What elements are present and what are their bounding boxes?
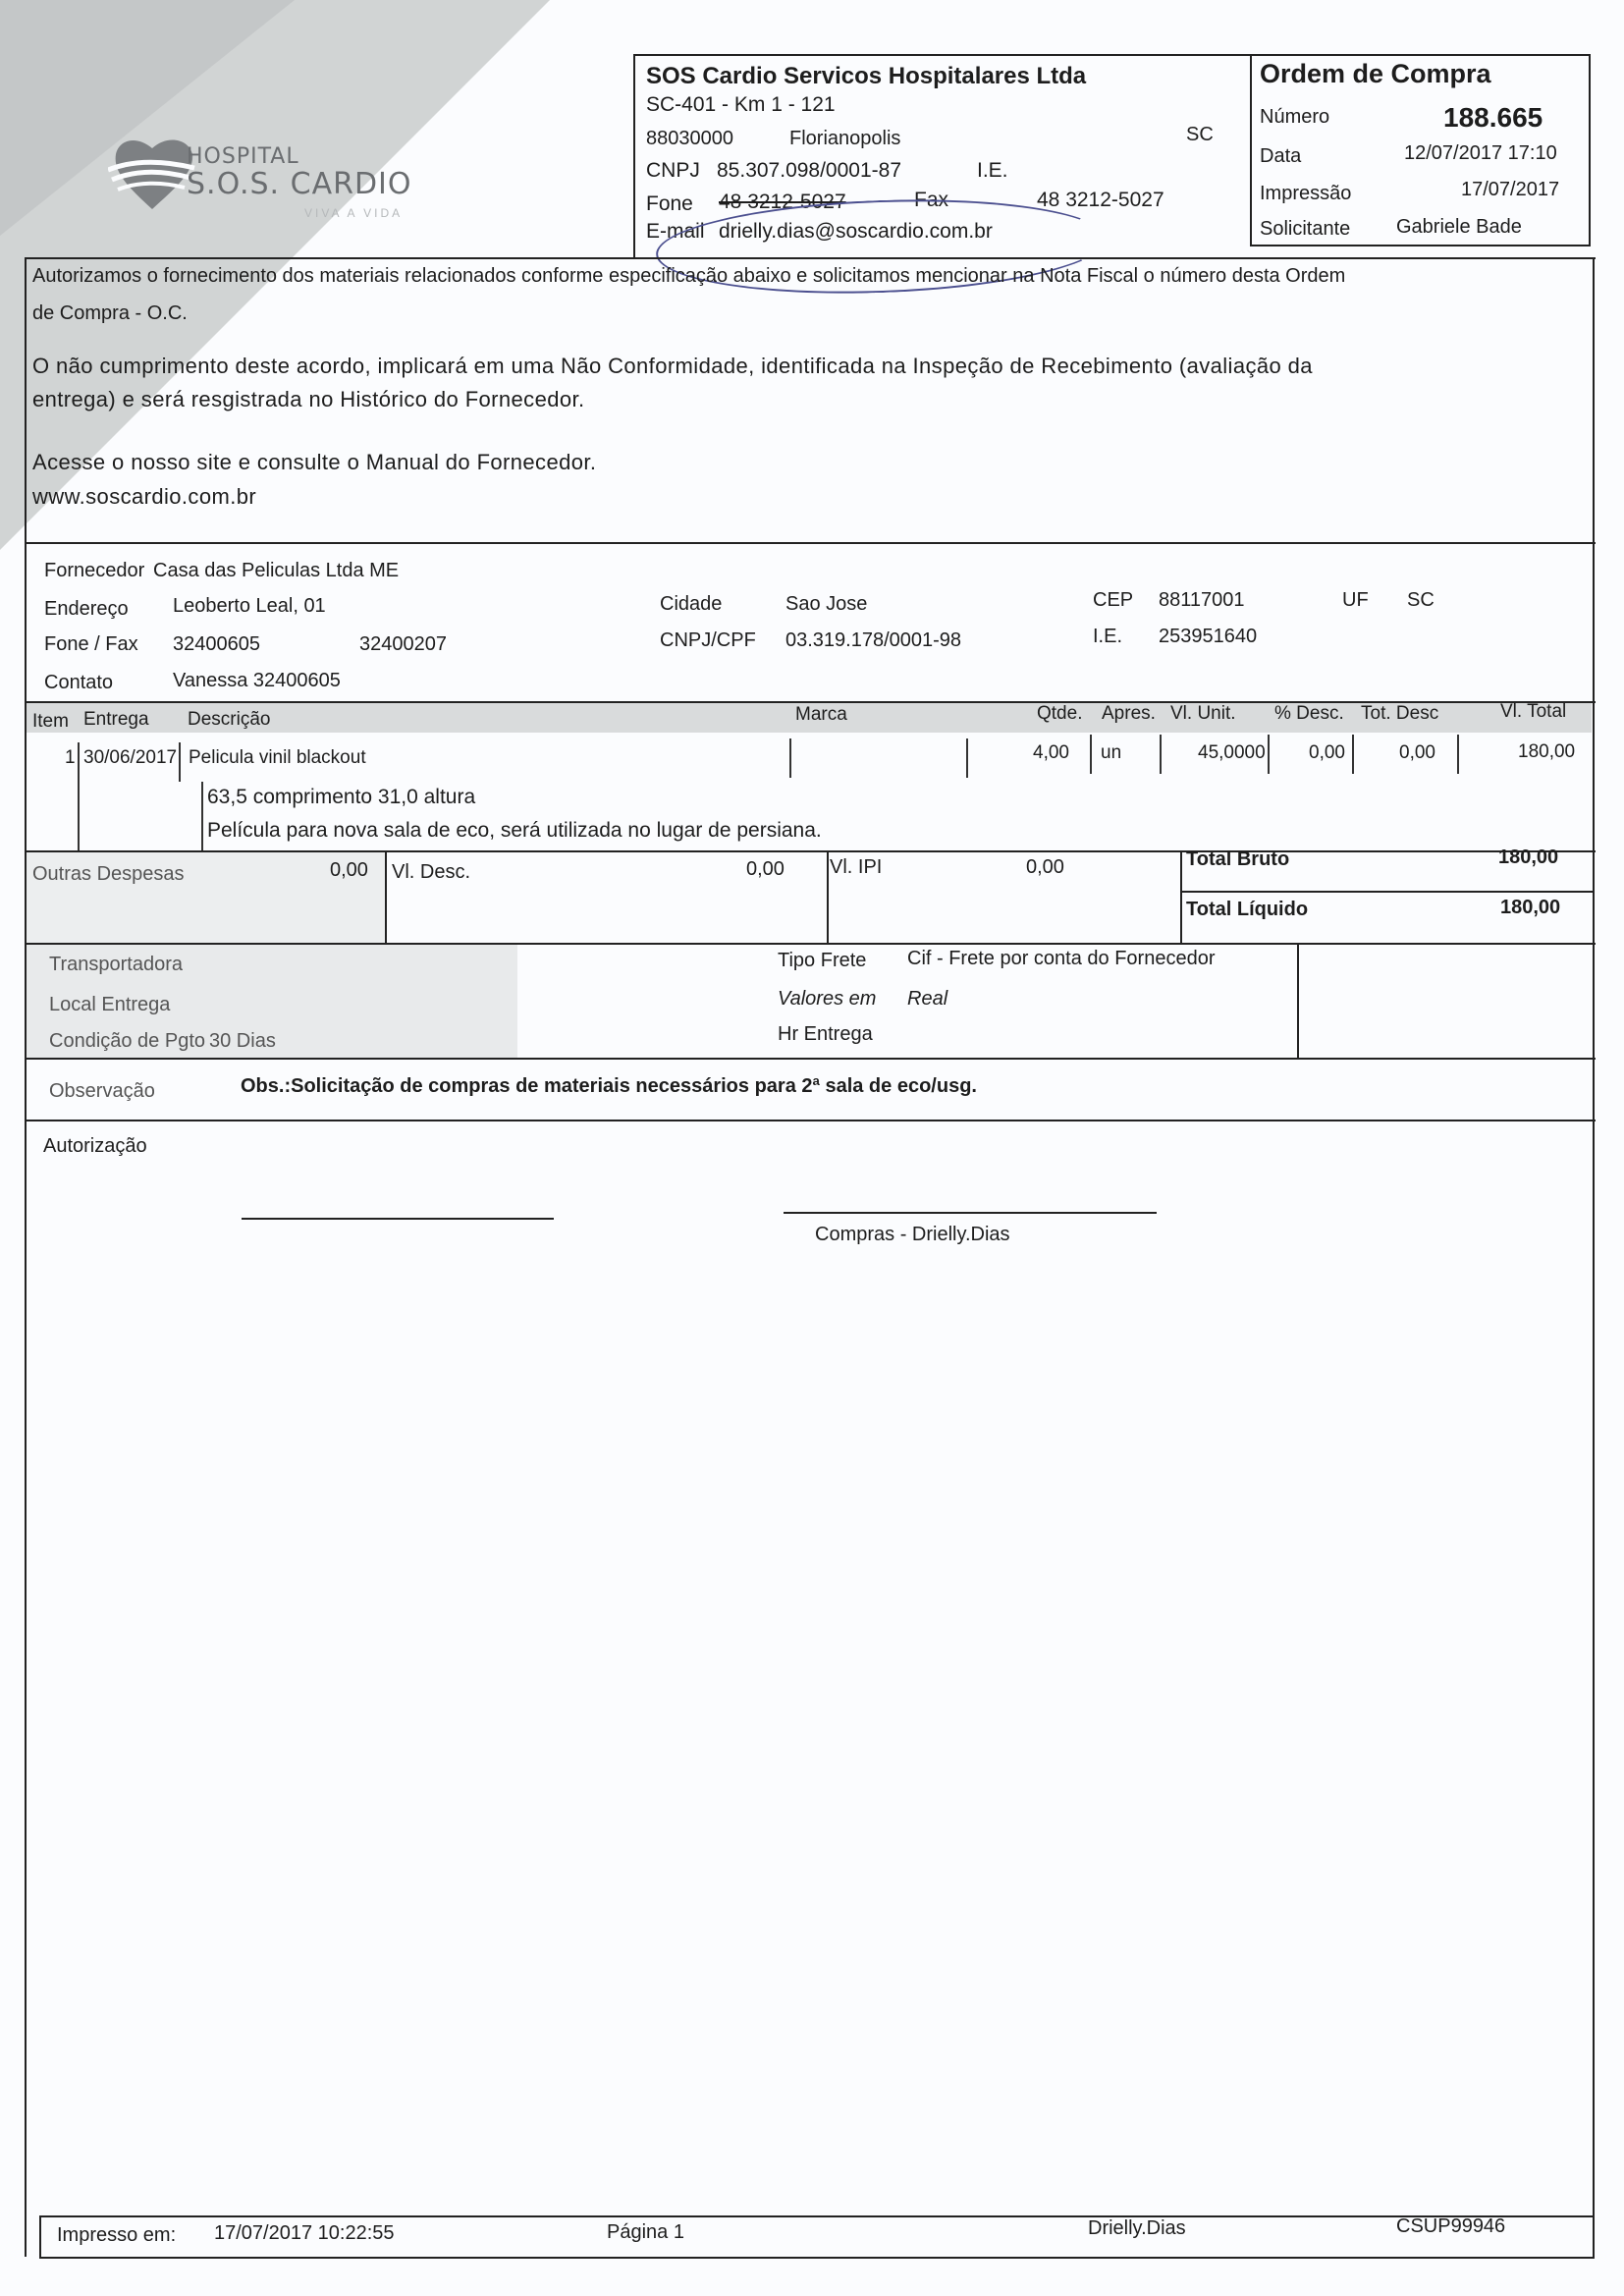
tipo-frete-label: Tipo Frete xyxy=(778,950,867,971)
cidade-value: Sao Jose xyxy=(785,593,868,615)
company-email-label: E-mail xyxy=(646,220,705,243)
footer-user: Drielly.Dias xyxy=(1088,2217,1186,2239)
col-marca: Marca xyxy=(795,704,847,725)
row-detail2: Película para nova sala de eco, será utilizada no lugar de persiana. xyxy=(207,819,822,842)
row-pct-desc: 0,00 xyxy=(1309,742,1345,763)
contato-value: Vanessa 32400605 xyxy=(173,670,341,691)
signature-line-right xyxy=(784,1212,1157,1214)
totals-sep2 xyxy=(827,850,829,943)
signature-line-left xyxy=(242,1218,554,1220)
company-city: Florianopolis xyxy=(789,128,901,149)
cnpj-value: 03.319.178/0001-98 xyxy=(785,629,962,651)
company-ie-label: I.E. xyxy=(977,159,1008,182)
cnpj-label: CNPJ/CPF xyxy=(660,629,756,651)
data-label: Data xyxy=(1260,145,1302,167)
total-bruto-label: Total Bruto xyxy=(1186,848,1290,870)
row-qtde: 4,00 xyxy=(1033,742,1069,763)
row-vl-unit: 45,0000 xyxy=(1198,742,1266,763)
company-fone: 48 3212-5027 xyxy=(719,191,846,213)
outras-value: 0,00 xyxy=(330,859,368,881)
company-uf: SC xyxy=(1186,124,1214,145)
totals-mid xyxy=(1180,891,1593,893)
row-sep-item xyxy=(78,742,80,850)
order-box-bottom xyxy=(1250,245,1591,246)
footer-bottom xyxy=(39,2257,1595,2259)
cep-value: 88117001 xyxy=(1159,589,1245,611)
company-fax: 48 3212-5027 xyxy=(1037,189,1164,211)
footer-top xyxy=(39,2215,1595,2217)
logo-line1: HOSPITAL xyxy=(187,144,299,169)
footer-code: CSUP99946 xyxy=(1396,2215,1506,2237)
col-qtde: Qtde. xyxy=(1037,703,1083,724)
row-sep-totdesc xyxy=(1457,735,1459,774)
col-vl-unit: Vl. Unit. xyxy=(1170,703,1236,724)
logo-line2: S.O.S. CARDIO xyxy=(187,167,412,201)
divider-shipping xyxy=(25,1058,1596,1060)
row-sep-marca2 xyxy=(966,738,968,778)
col-entrega: Entrega xyxy=(83,709,149,730)
autorizacao-label: Autorização xyxy=(43,1135,147,1157)
notice-line5: Acesse o nosso site e consulte o Manual do Fornecedor. xyxy=(32,450,597,474)
impresso-label: Impresso em: xyxy=(57,2224,177,2246)
impressao-date: 17/07/2017 xyxy=(1461,179,1560,200)
row-descricao: Pelicula vinil blackout xyxy=(189,747,366,768)
condicao-value: 30 Dias xyxy=(209,1030,276,1052)
footer-left xyxy=(39,2215,41,2259)
row-sep-marca xyxy=(789,738,791,778)
valores-label: Valores em xyxy=(778,988,877,1010)
signer-name: Compras - Drielly.Dias xyxy=(815,1224,1010,1245)
divider-observacao xyxy=(25,1120,1596,1121)
numero-label: Número xyxy=(1260,106,1330,128)
row-detail1: 63,5 comprimento 31,0 altura xyxy=(207,786,476,808)
notice-line1: Autorizamos o fornecimento dos materiais relacionados conforme especificação abaixo e solicitamos mencionar na Nota Fiscal o número desta Ordem xyxy=(32,265,1346,287)
total-liquido-value: 180,00 xyxy=(1500,897,1561,918)
company-address: SC-401 - Km 1 - 121 xyxy=(646,93,836,116)
local-entrega-label: Local Entrega xyxy=(49,994,171,1015)
frame-right xyxy=(1593,257,1595,2257)
col-tot-desc: Tot. Desc xyxy=(1361,703,1439,724)
col-item: Item xyxy=(32,711,69,732)
vldesc-value: 0,00 xyxy=(746,858,785,880)
row-entrega: 30/06/2017 xyxy=(83,747,178,768)
ipi-label: Vl. IPI xyxy=(830,856,883,878)
fornecedor-name: Casa das Peliculas Ltda ME xyxy=(153,560,400,581)
shipping-sep xyxy=(1297,943,1299,1058)
company-cep: 88030000 xyxy=(646,128,733,149)
tipo-frete-value: Cif - Frete por conta do Fornecedor xyxy=(907,948,1216,969)
cep-label: CEP xyxy=(1093,589,1134,611)
company-name: SOS Cardio Servicos Hospitalares Ltda xyxy=(646,63,1087,89)
notice-line2: de Compra - O.C. xyxy=(32,302,188,324)
header-right-border xyxy=(1589,54,1591,246)
header-left-border xyxy=(633,54,635,258)
impresso-value: 17/07/2017 10:22:55 xyxy=(214,2222,395,2244)
frame-top xyxy=(25,257,1596,259)
total-bruto-value: 180,00 xyxy=(1498,847,1559,868)
col-vl-total: Vl. Total xyxy=(1500,701,1567,722)
notice-line3: O não cumprimento deste acordo, implicará em uma Não Conformidade, identificada na Inspeção de Recebimento (avaliação da xyxy=(32,354,1313,378)
endereco-value: Leoberto Leal, 01 xyxy=(173,595,326,617)
row-sep-apres xyxy=(1160,735,1162,774)
solicitante-label: Solicitante xyxy=(1260,218,1351,240)
endereco-label: Endereço xyxy=(44,598,129,620)
order-title: Ordem de Compra xyxy=(1260,59,1491,88)
order-date: 12/07/2017 17:10 xyxy=(1404,142,1557,164)
header-divider xyxy=(1250,54,1252,246)
ipi-value: 0,00 xyxy=(1026,856,1064,878)
totals-sep1 xyxy=(385,850,387,943)
divider-notice xyxy=(25,542,1596,544)
cidade-label: Cidade xyxy=(660,593,723,615)
fone-value: 32400605 xyxy=(173,633,260,655)
notice-line4: entrega) e será resgistrada no Histórico do Fornecedor. xyxy=(32,387,585,411)
heart-logo-icon xyxy=(108,133,196,211)
logo-tagline: VIVA A VIDA xyxy=(304,206,404,220)
ie-label: I.E. xyxy=(1093,626,1123,647)
company-fone-label: Fone xyxy=(646,192,693,215)
row-sep-entrega xyxy=(179,742,181,782)
company-email[interactable]: drielly.dias@soscardio.com.br xyxy=(719,220,993,243)
impressao-label: Impressão xyxy=(1260,183,1352,204)
col-descricao: Descrição xyxy=(188,709,271,730)
row-tot-desc: 0,00 xyxy=(1399,742,1435,763)
company-cnpj: 85.307.098/0001-87 xyxy=(717,159,902,182)
frame-left xyxy=(25,257,27,2257)
uf-value: SC xyxy=(1407,589,1435,611)
row-vl-total: 180,00 xyxy=(1518,741,1576,762)
fax-value: 32400207 xyxy=(359,633,447,655)
hr-entrega-label: Hr Entrega xyxy=(778,1023,873,1045)
total-liquido-label: Total Líquido xyxy=(1186,899,1309,920)
vldesc-label: Vl. Desc. xyxy=(392,861,471,883)
row-sep-pctdesc xyxy=(1352,735,1354,774)
uf-label: UF xyxy=(1342,589,1369,611)
hospital-logo xyxy=(108,123,442,231)
row-item: 1 xyxy=(65,747,76,768)
transportadora-label: Transportadora xyxy=(49,954,183,975)
company-fax-label: Fax xyxy=(914,189,949,211)
header-top-border xyxy=(633,54,1591,56)
contato-label: Contato xyxy=(44,672,114,693)
company-cnpj-label: CNPJ xyxy=(646,159,700,182)
condicao-label: Condição de Pgto xyxy=(49,1030,206,1052)
page-number: Página 1 xyxy=(607,2221,684,2243)
col-pct-desc: % Desc. xyxy=(1274,703,1344,724)
fornecedor-label: Fornecedor xyxy=(44,560,145,581)
row-apres: un xyxy=(1101,742,1122,763)
website-link[interactable]: www.soscardio.com.br xyxy=(32,484,257,509)
solicitante-name: Gabriele Bade xyxy=(1396,216,1522,238)
observacao-label: Observação xyxy=(49,1080,155,1102)
row-sep-detail xyxy=(201,782,203,850)
fonefax-label: Fone / Fax xyxy=(44,633,138,655)
observacao-text: Obs.:Solicitação de compras de materiais necessários para 2ª sala de eco/usg. xyxy=(241,1075,977,1097)
row-sep-qtde xyxy=(1090,735,1092,774)
outras-label: Outras Despesas xyxy=(32,863,185,885)
order-number: 188.665 xyxy=(1443,102,1543,133)
row-sep-vlunit xyxy=(1268,735,1270,774)
totals-sep3 xyxy=(1180,850,1182,943)
col-apres: Apres. xyxy=(1102,703,1156,724)
ie-value: 253951640 xyxy=(1159,626,1258,647)
valores-value: Real xyxy=(907,988,948,1010)
